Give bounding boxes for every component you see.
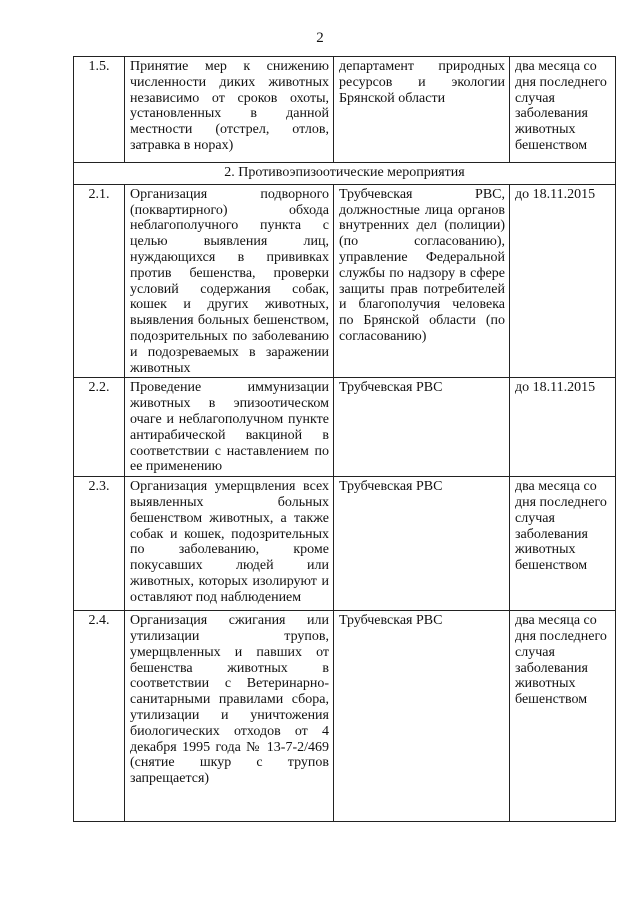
responsible-party: Трубчевская РВС, должностные лица органов внутренних дел (полиции) (по согласованию), управление Федеральной службы по надзору в сфере защиты прав потребителей и благополучия человека по Брянской области (по согласованию)	[334, 184, 510, 378]
section-title: 2. Противоэпизоотические мероприятия	[74, 163, 616, 185]
responsible-party: департамент природных ресурсов и экологии Брянской области	[334, 57, 510, 163]
table-row	[74, 477, 616, 611]
table-row	[74, 378, 616, 477]
item-number: 2.2.	[74, 378, 125, 477]
item-number: 2.1.	[74, 184, 125, 378]
item-number: 2.3.	[74, 477, 125, 611]
measure-text: Организация сжигания или утилизации трупов, умерщвленных и павших от бешенства животных в соответствии с Ветеринарно-санитарными правилами сбора, утилизации и уничтожения биологических отходов от 4 декабря 1995 года № 13-7-2/469 (снятие шкур с трупов запрещается)	[125, 611, 334, 822]
item-number: 1.5.	[74, 57, 125, 163]
table-row	[74, 611, 616, 822]
measure-text: Организация подворного (поквартирного) обхода неблагополучного пункта с целью выявления лиц, нуждающихся в прививках против бешенства, проверки условий содержания собак, кошек и других животных, выявления больных бешенством, подозрительных по заболеванию и подозреваемых в заражении животных	[125, 184, 334, 378]
item-number: 2.4.	[74, 611, 125, 822]
deadline: два месяца со дня последнего случая заболевания животных бешенством	[510, 611, 616, 822]
deadline: до 18.11.2015	[510, 184, 616, 378]
responsible-party: Трубчевская РВС	[334, 611, 510, 822]
measure-text: Организация умерщвления всех выявленных больных бешенством животных, а также собак и кошек, подозрительных по заболеванию, кроме покусавших людей или животных, которых изолируют и оставляют под наблюдением	[125, 477, 334, 611]
responsible-party: Трубчевская РВС	[334, 477, 510, 611]
deadline: два месяца со дня последнего случая заболевания животных бешенством	[510, 477, 616, 611]
table-row	[74, 57, 616, 163]
deadline: два месяца со дня последнего случая заболевания животных бешенством	[510, 57, 616, 163]
responsible-party: Трубчевская РВС	[334, 378, 510, 477]
table-row	[74, 184, 616, 378]
measure-text: Принятие мер к снижению численности диких животных независимо от сроков охоты, установленных в данной местности (отстрел, отлов, затравка в норах)	[125, 57, 334, 163]
page-number: 2	[316, 30, 324, 46]
deadline: до 18.11.2015	[510, 378, 616, 477]
section-header-row	[74, 163, 616, 185]
measures-table	[73, 56, 616, 822]
measure-text: Проведение иммунизации животных в эпизоотическом очаге и неблагополучном пункте антирабической вакциной в соответствии с наставлением по ее применению	[125, 378, 334, 477]
